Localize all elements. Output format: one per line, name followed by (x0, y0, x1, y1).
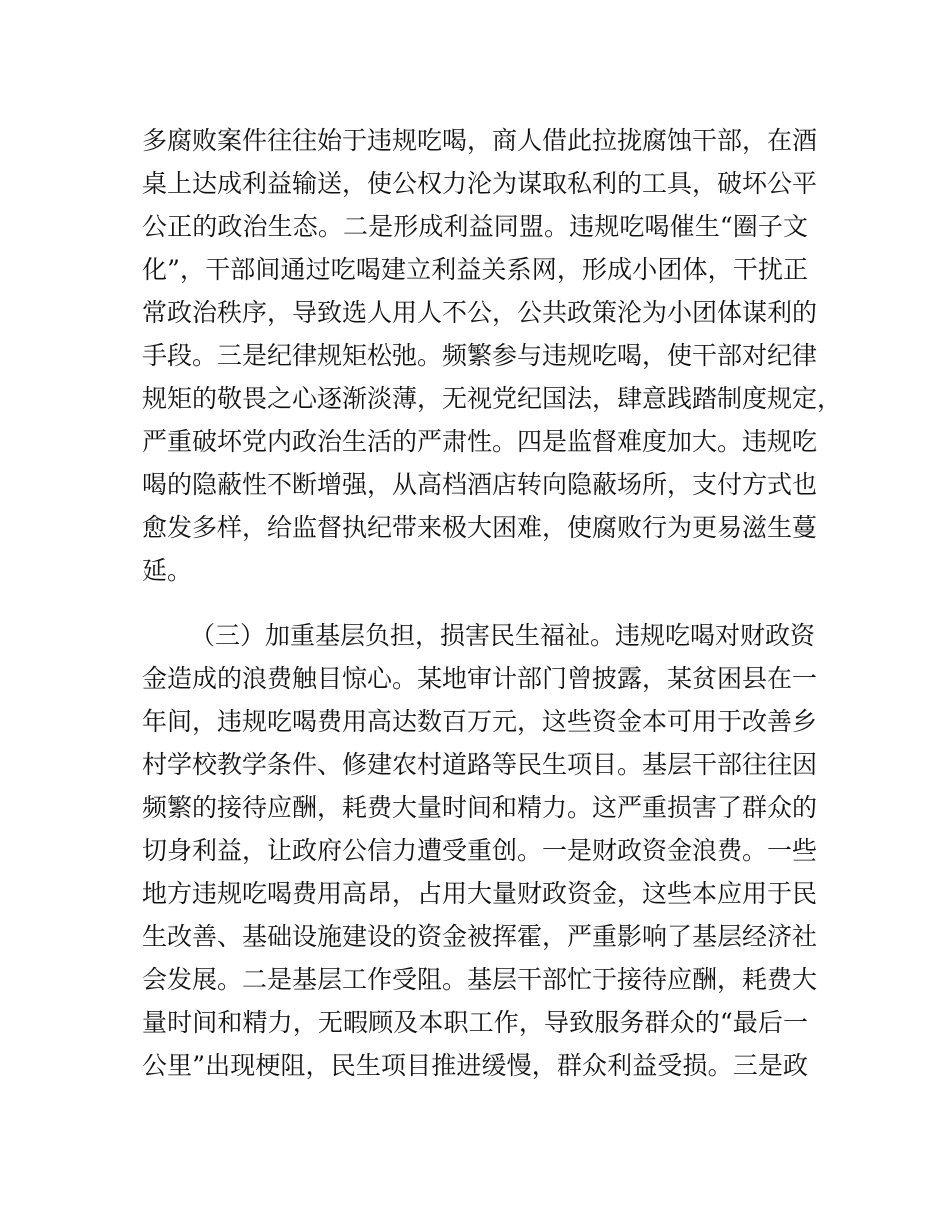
text-line: 量时间和精力，无暇顾及本职工作，导致服务群众的“最后一 (142, 1008, 808, 1037)
text-line: 多腐败案件往往始于违规吃喝，商人借此拉拢腐蚀干部，在酒 (142, 126, 818, 155)
text-line: 生改善、基础设施建设的资金被挥霍，严重影响了基层经济社 (142, 922, 818, 951)
text-line: 切身利益，让政府公信力遭受重创。一是财政资金浪费。一些 (142, 836, 818, 865)
text-line: 手段。三是纪律规矩松弛。频繁参与违规吃喝，使干部对纪律 (142, 341, 818, 370)
text-line: 金造成的浪费触目惊心。某地审计部门曾披露，某贫困县在一 (142, 664, 818, 693)
text-line: 会发展。二是基层工作受阻。基层干部忙于接待应酬，耗费大 (142, 965, 818, 994)
text-line: 延。 (142, 556, 193, 585)
text-line: 常政治秩序，导致选人用人不公，公共政策沦为小团体谋利的 (142, 298, 818, 327)
text-line: 村学校教学条件、修建农村道路等民生项目。基层干部往往因 (142, 750, 818, 779)
text-line: 严重破坏党内政治生活的严肃性。四是监督难度加大。违规吃 (142, 427, 818, 456)
paragraph-2 (142, 614, 818, 1087)
text-line: 规矩的敬畏之心逐渐淡薄，无视党纪国法，肆意践踏制度规定， (142, 384, 843, 413)
paragraph-1 (142, 119, 843, 592)
text-line: 化”，干部间通过吃喝建立利益关系网，形成小团体，干扰正 (142, 255, 808, 284)
document-page (142, 119, 843, 1109)
text-line: 喝的隐蔽性不断增强，从高档酒店转向隐蔽场所，支付方式也 (142, 470, 818, 499)
text-line: 公正的政治生态。二是形成利益同盟。违规吃喝催生“圈子文 (142, 212, 808, 241)
text-line: 频繁的接待应酬，耗费大量时间和精力。这严重损害了群众的 (142, 793, 818, 822)
section-heading-line: （三）加重基层负担，损害民生福祉。违规吃喝对财政资 (190, 621, 816, 650)
text-line: 地方违规吃喝费用高昂，占用大量财政资金，这些本应用于民 (142, 879, 818, 908)
text-line: 桌上达成利益输送，使公权力沦为谋取私利的工具，破坏公平 (142, 169, 818, 198)
text-line: 公里”出现梗阻，民生项目推进缓慢，群众利益受损。三是政 (142, 1051, 808, 1080)
text-line: 愈发多样，给监督执纪带来极大困难，使腐败行为更易滋生蔓 (142, 513, 818, 542)
text-line: 年间，违规吃喝费用高达数百万元，这些资金本可用于改善乡 (142, 707, 818, 736)
